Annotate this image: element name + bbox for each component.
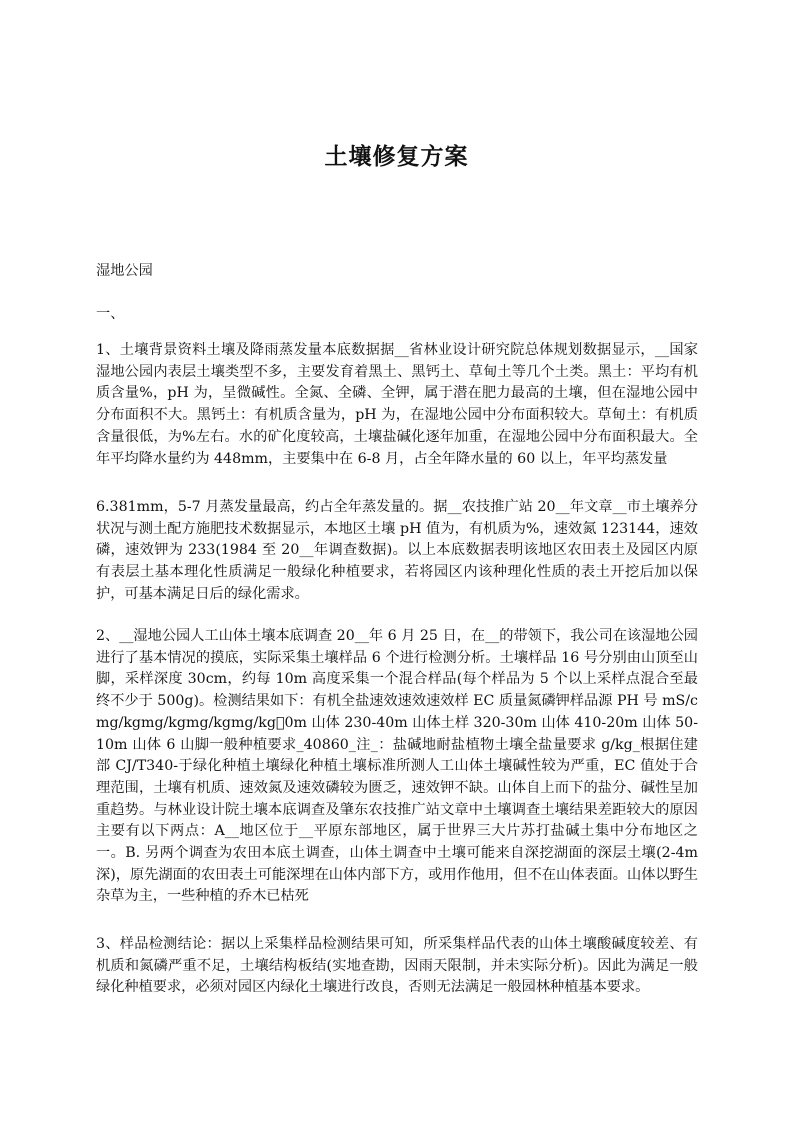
paragraph-sample-conclusion: 3、样品检测结论：据以上采集样品检测结果可知，所采集样品代表的山体土壤酸碱度较差、有机质和氮磷严重不足，土壤结构板结(实地查勘，因雨天限制，并未实际分析)。因此为满足一般绿化种植要求，必须对园区内绿化土壤进行改良，否则无法满足一般园林种植基本要求。	[96, 936, 698, 996]
section-marker: 一、	[96, 306, 125, 322]
document-subtitle: 湿地公园	[96, 263, 153, 279]
paragraph-soil-background-continued: 6.381mm，5-7 月蒸发量最高，约占全年蒸发量的。据__农技推广站 20__年文章__市土壤养分状况与测土配方施肥技术数据显示，本地区土壤 pH 值为，有机质为%，速效氮 123144，速效磷，速效钾为 233(1984 至 20__年调查数据)。以上本底数据表明该地区农田表土及园区内原有表层土基本理化性质满足一般绿化种植要求，若将园区内该种理化性质的表土开挖后加以保护，可基本满足日后的绿化需求。	[96, 499, 698, 602]
paragraph-soil-survey: 2、__湿地公园人工山体土壤本底调查 20__年 6 月 25 日，在__的带领下，我公司在该湿地公园进行了基本情况的摸底，实际采集土壤样品 6 个进行检测分析。土壤样品 16 号分别由山顶至山脚，采样深度 30cm，约每 10m 高度采集一个混合样品(每个样品为 5 个以上采样点混合至最终不少于 500g)。检测结果如下：有机全盐速效速效速效样 EC 质量氮磷钾样品源 PH 号 mS/cmg/kgmg/kgmg/kgmg/kg 0m 山体 230-40m 山体土样 320-30m 山体 410-20m 山体 50-10m 山体 6 山脚一般种植要求_40860_注_：盐碱地耐盐植物土壤全盐量要求 g/kg_根据住建部 CJ/T340-于绿化种植土壤绿化种植土壤标准所测人工山体土壤碱性较为严重，EC 值处于合理范围，土壤有机质、速效氮及速效磷较为匮乏，速效钾不缺。山体自上而下的盐分、碱性呈加重趋势。与林业设计院土壤本底调查及肇东农技推广站文章中土壤调查土壤结果差距较大的原因主要有以下两点：A__地区位于__平原东部地区，属于世界三大片苏打盐碱土集中分布地区之一。B. 另两个调查为农田本底土调查，山体土调查中土壤可能来自深挖湖面的深层土壤(2-4m 深)，原先湖面的农田表土可能深埋在山体内部下方，或用作他用，但不在山体表面。山体以野生杂草为主，一些种植的乔木已枯死	[96, 628, 698, 905]
document-title: 土壤修复方案	[324, 144, 469, 170]
paragraph-soil-background: 1、土壤背景资料土壤及降雨蒸发量本底数据据__省林业设计研究院总体规划数据显示，__国家湿地公园内表层土壤类型不多，主要发育着黑土、黑钙土、草甸土等几个土类。黑土：平均有机质含量%，pH 为，呈微碱性。全氮、全磷、全钾，属于潜在肥力最高的土壤，但在湿地公园中分布面积不大。黑钙土：有机质含量为，pH 为，在湿地公园中分布面积较大。草甸土：有机质含量很低，为%左右。水的矿化度较高，土壤盐碱化逐年加重，在湿地公园中分布面积最大。全年平均降水量约为 448mm，主要集中在 6-8 月，占全年降水量的 60 以上，年平均蒸发量	[96, 342, 698, 467]
